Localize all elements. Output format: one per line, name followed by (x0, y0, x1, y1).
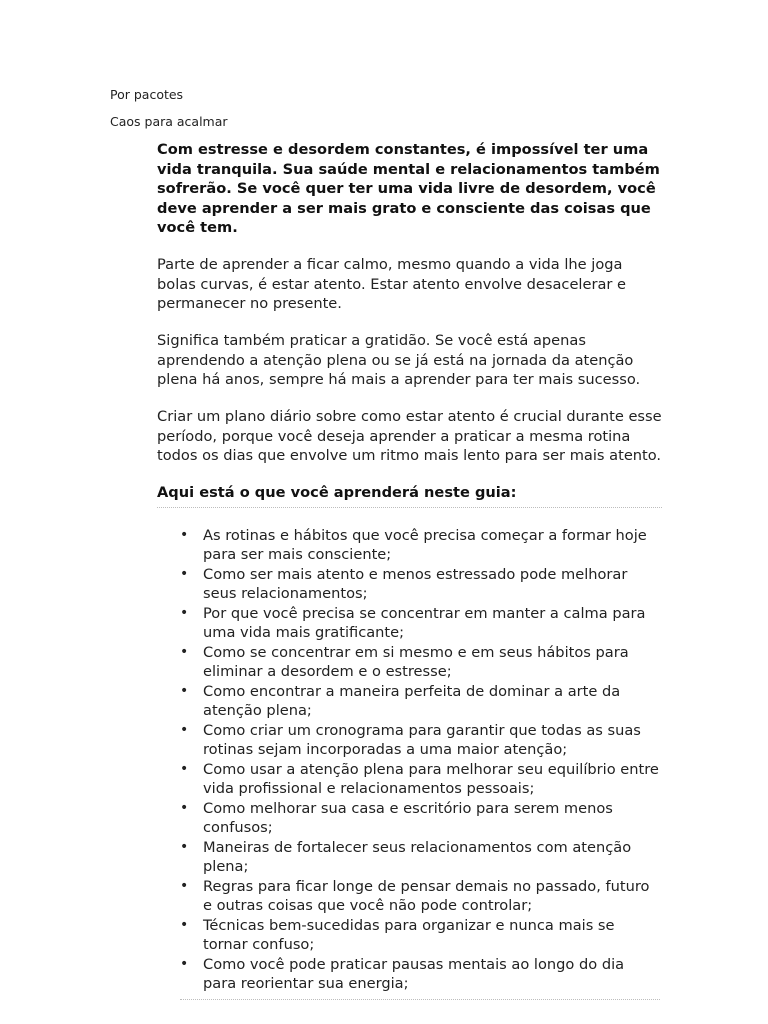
list-item (180, 604, 660, 643)
list-item-text: As rotinas e hábitos que você precisa começar a formar hoje para ser mais consciente; (203, 526, 647, 563)
bullet-icon: • (180, 838, 189, 855)
bullet-icon: • (180, 799, 189, 816)
body-paragraph: Parte de aprender a ficar calmo, mesmo quando a vida lhe joga bolas curvas, é estar atento. Estar atento envolve desacelerar e permanecer no presente. (157, 256, 627, 312)
list-item (180, 916, 660, 955)
list-item (180, 682, 660, 721)
bullet-icon: • (180, 526, 189, 543)
list-item (180, 877, 660, 916)
list-item (180, 955, 660, 994)
header-line-1: Por pacotes (110, 87, 184, 102)
bullet-icon: • (180, 877, 189, 894)
bullet-icon: • (180, 955, 189, 972)
list-item-text: Técnicas bem-sucedidas para organizar e nunca mais se tornar confuso; (203, 916, 615, 953)
list-item (180, 526, 660, 565)
list-item-text: Por que você precisa se concentrar em manter a calma para uma vida mais gratificante; (203, 604, 646, 641)
list-item-text: Como usar a atenção plena para melhorar seu equilíbrio entre vida profissional e relacionamentos pessoais; (203, 760, 659, 797)
bullet-icon: • (180, 604, 189, 621)
intro-paragraph: Com estresse e desordem constantes, é impossível ter uma vida tranquila. Sua saúde mental e relacionamentos também sofrerão. Se você quer ter uma vida livre de desordem, você deve aprender a ser mais grato e consciente das coisas que você tem. (157, 141, 660, 236)
list-item (180, 799, 660, 838)
bullet-icon: • (180, 760, 189, 777)
list-item-text: Como se concentrar em si mesmo e em seus hábitos para eliminar a desordem e o estresse; (203, 643, 629, 680)
list-item-text: Como criar um cronograma para garantir que todas as suas rotinas sejam incorporadas a uma maior atenção; (203, 721, 641, 758)
bullet-icon: • (180, 916, 189, 933)
bullet-icon: • (180, 643, 189, 660)
list-item-text: Como encontrar a maneira perfeita de dominar a arte da atenção plena; (203, 682, 621, 719)
topics-list (180, 526, 660, 1000)
list-item (180, 565, 660, 604)
list-item (180, 721, 660, 760)
list-item-text: Como melhorar sua casa e escritório para serem menos confusos; (203, 799, 613, 836)
body-paragraph: Criar um plano diário sobre como estar atento é crucial durante esse período, porque você deseja aprender a praticar a mesma rotina todos os dias que envolve um ritmo mais lento para ser mais atento. (157, 408, 662, 464)
list-item (180, 760, 660, 799)
bullet-icon: • (180, 721, 189, 738)
bullet-icon: • (180, 565, 189, 582)
body-paragraph: Significa também praticar a gratidão. Se você está apenas aprendendo a atenção plena ou se já está na jornada da atenção plena há anos, sempre há mais a aprender para ter mais sucesso. (157, 332, 641, 388)
list-item (180, 838, 660, 877)
list-item (180, 643, 660, 682)
list-item-text: Como você pode praticar pausas mentais ao longo do dia para reorientar sua energia; (203, 955, 625, 992)
list-item-text: Como ser mais atento e menos estressado pode melhorar seus relacionamentos; (203, 565, 628, 602)
header-line-2: Caos para acalmar (110, 114, 228, 129)
list-item-text: Regras para ficar longe de pensar demais no passado, futuro e outras coisas que você não pode controlar; (203, 877, 650, 914)
bullet-icon: • (180, 682, 189, 699)
document-body (157, 140, 662, 1000)
guide-heading: Aqui está o que você aprenderá neste guia: (157, 483, 662, 508)
list-item-text: Maneiras de fortalecer seus relacionamentos com atenção plena; (203, 838, 632, 875)
